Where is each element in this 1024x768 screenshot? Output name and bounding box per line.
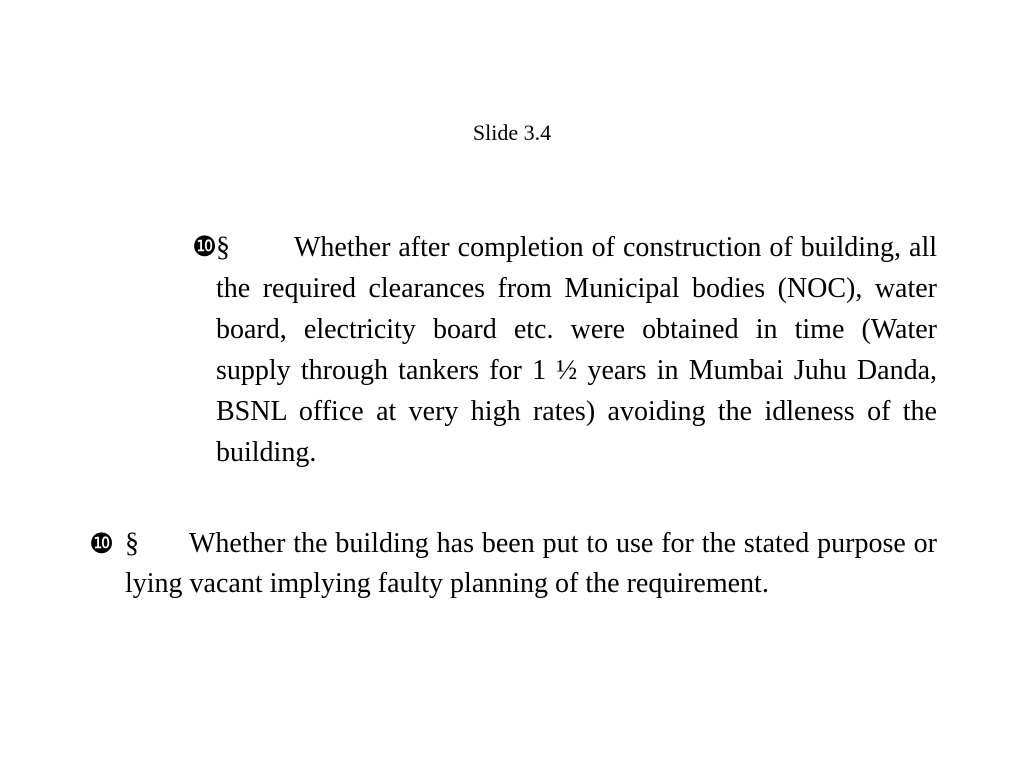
bullet-item-clearances xyxy=(192,227,937,473)
bullet-item-building-use xyxy=(89,524,937,604)
numbered-circle-icon: ❿ xyxy=(192,232,218,263)
numbered-circle-icon: ❿ xyxy=(89,529,115,560)
bullet-text: Whether the building has been put to use for the stated purpose or lying vacant implying faulty planning of the requirement. xyxy=(125,528,937,599)
slide-title: Slide 3.4 xyxy=(472,120,552,145)
section-sign: § xyxy=(216,232,230,263)
section-sign: § xyxy=(125,528,139,559)
bullet-text: Whether after completion of construction of building, all the required clearances from Municipal bodies (NOC), water board, electricity board etc. were obtained in time (Water supply through tankers for 1 ½ years in Mumbai Juhu Danda, BSNL office at very high rates) avoiding the idleness of the building. xyxy=(216,232,937,468)
